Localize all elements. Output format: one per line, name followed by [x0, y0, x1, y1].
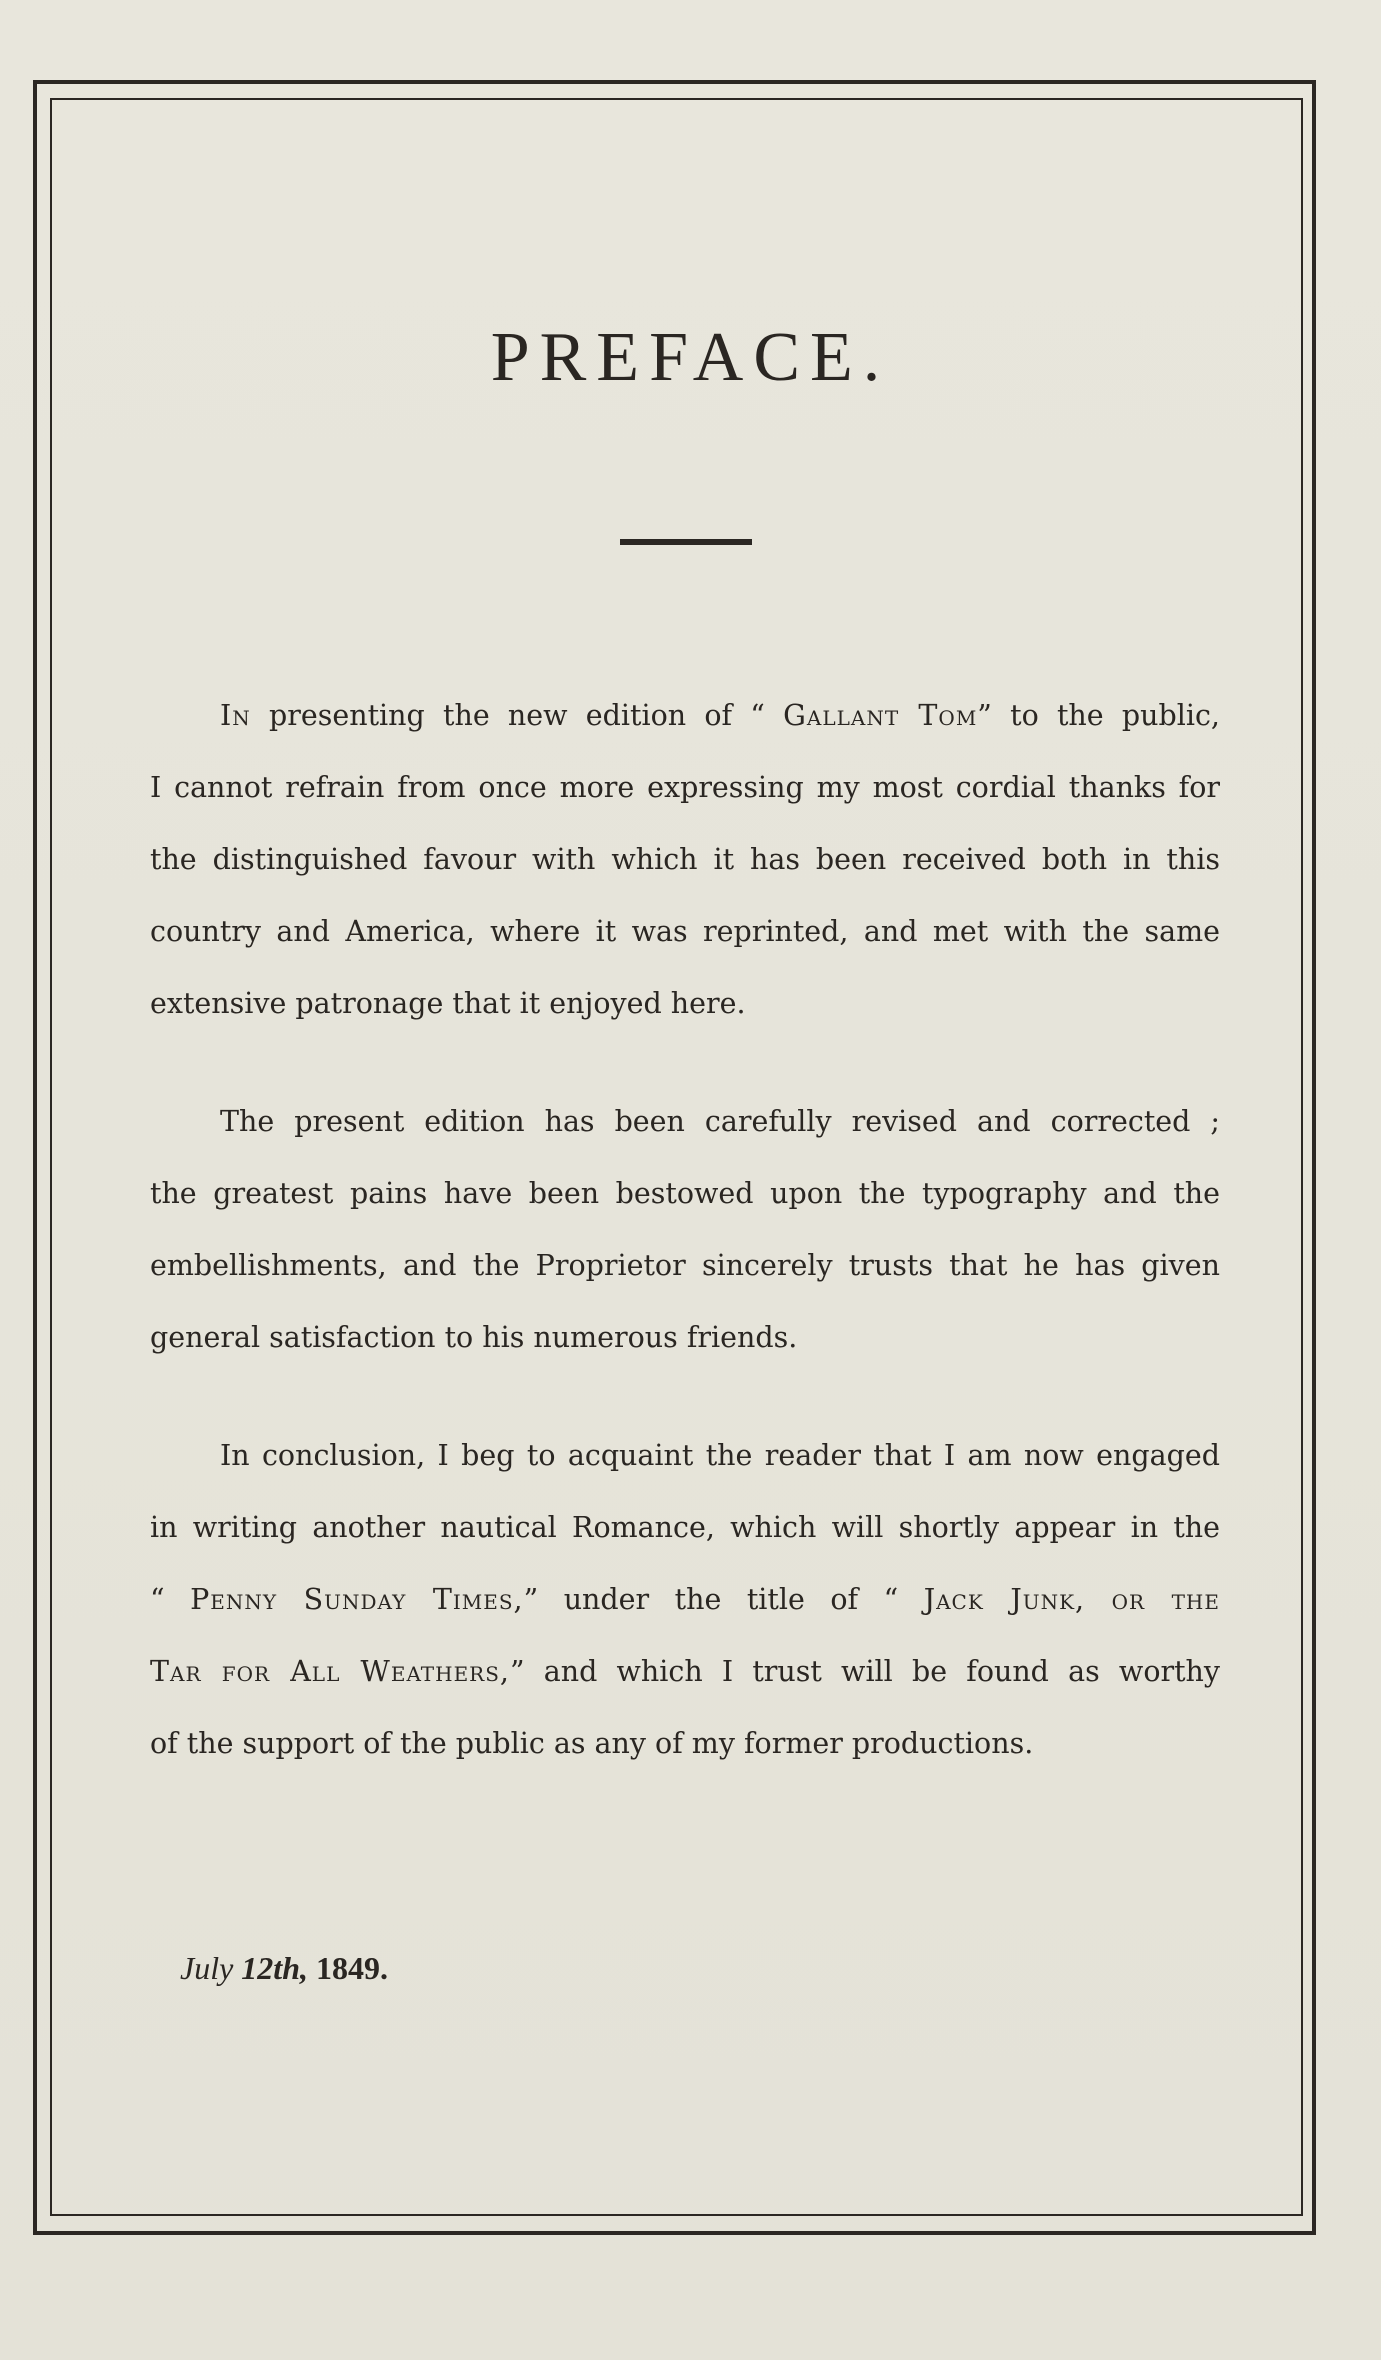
text-run: The present edition has been carefully revised and corrected ;	[220, 1105, 1220, 1138]
paragraph-2	[150, 1086, 1220, 1374]
text-run: the distinguished favour with which it has been received both in this	[150, 843, 1220, 876]
text-run: general satisfaction to his numerous friends.	[150, 1321, 798, 1354]
small-caps-text: Tar for All Weathers,	[150, 1655, 510, 1688]
text-run: extensive patronage that it enjoyed here.	[150, 987, 746, 1020]
text-line	[150, 1492, 1220, 1564]
text-run: ” to the public,	[977, 699, 1220, 732]
paragraph-3	[150, 1420, 1220, 1780]
text-line	[150, 1302, 1220, 1374]
text-run: in writing another nautical Romance, which will shortly appear in the	[150, 1511, 1220, 1544]
small-caps-text: Penny Sunday Times,	[190, 1583, 524, 1616]
text-line	[150, 752, 1220, 824]
text-run: country and America, where it was reprinted, and met with the same	[150, 915, 1220, 948]
text-line	[150, 896, 1220, 968]
small-caps-text: Gallant Tom	[783, 699, 978, 732]
small-caps-text: In	[220, 699, 251, 732]
text-line	[150, 1158, 1220, 1230]
text-run: In conclusion, I beg to acquaint the reader that I am now engaged	[220, 1439, 1220, 1472]
text-line	[150, 968, 1220, 1040]
text-run: of the support of the public as any of my former productions.	[150, 1727, 1034, 1760]
title-rule	[620, 539, 752, 545]
paragraph-1	[150, 680, 1220, 1040]
text-run: “	[150, 1583, 191, 1616]
text-line	[150, 1708, 1220, 1780]
text-run: ” and which I trust will be found as worthy	[510, 1655, 1221, 1688]
date-month: July	[180, 1950, 234, 1986]
text-line	[150, 1420, 1220, 1492]
text-run: embellishments, and the Proprietor sincerely trusts that he has given	[150, 1249, 1220, 1282]
date-line	[180, 1950, 388, 1987]
text-run: presenting the new edition of “	[250, 699, 784, 732]
text-run: I cannot refrain from once more expressing my most cordial thanks for	[150, 771, 1220, 804]
text-line	[150, 824, 1220, 896]
text-run: ” under the title of “	[523, 1583, 924, 1616]
text-run: the greatest pains have been bestowed upon the typography and the	[150, 1177, 1220, 1210]
page-title: PREFACE.	[490, 319, 891, 396]
text-line	[150, 1086, 1220, 1158]
text-line	[150, 1230, 1220, 1302]
text-line	[150, 1636, 1220, 1708]
date-year: 1849.	[315, 1950, 388, 1986]
text-line	[150, 680, 1220, 752]
small-caps-text: Jack Junk, or the	[923, 1583, 1220, 1616]
text-line	[150, 1564, 1220, 1636]
date-day: 12th,	[241, 1950, 308, 1986]
